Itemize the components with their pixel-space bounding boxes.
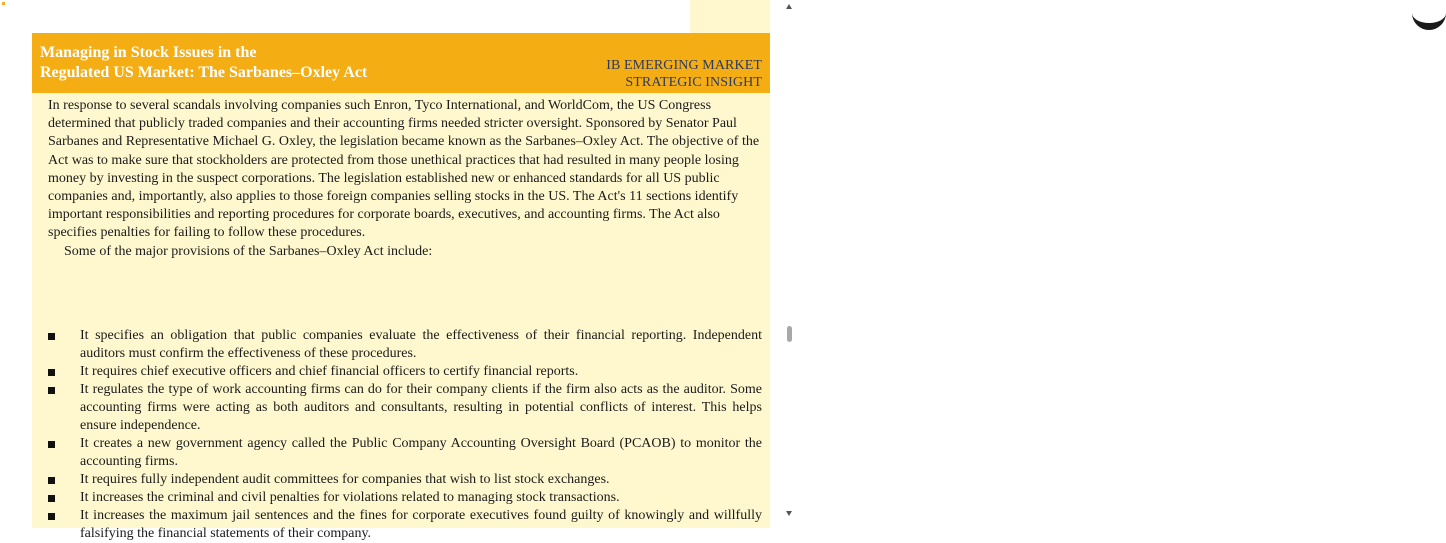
square-bullet-icon — [48, 441, 55, 448]
scrollbar-thumb[interactable] — [787, 326, 792, 342]
provision-text: It specifies an obligation that public companies evaluate the effectiveness of their financial reporting. Independent auditors must confirm the effectiveness of these procedures. — [80, 328, 762, 361]
scroll-down-arrow-icon[interactable] — [786, 511, 792, 516]
feature-category-tag — [606, 57, 762, 91]
provision-text: It increases the maximum jail sentences and the fines for corporate executives found guilty of knowingly and willfully falsifying the financial statements of their company. — [80, 508, 762, 541]
feature-header — [32, 33, 770, 93]
scroll-up-arrow-icon[interactable] — [786, 4, 792, 9]
list-item — [48, 327, 762, 363]
vertical-scrollbar[interactable] — [783, 0, 795, 528]
square-bullet-icon — [48, 495, 55, 502]
square-bullet-icon — [48, 477, 55, 484]
list-item — [48, 489, 762, 507]
corner-marker — [2, 2, 5, 5]
provision-text: It regulates the type of work accounting firms can do for their company clients if the firm also acts as the auditor. Some accounting firms were acting as both auditors and consultants, resulting in potential conflicts of interest. This helps ensure independence. — [80, 382, 762, 433]
square-bullet-icon — [48, 369, 55, 376]
feature-title-line-2: Regulated US Market: The Sarbanes–Oxley Act — [40, 64, 368, 81]
provisions-lead-in: Some of the major provisions of the Sarbanes–Oxley Act include: — [64, 243, 433, 259]
feature-title-line-1: Managing in Stock Issues in the — [40, 44, 257, 61]
list-item — [48, 435, 762, 471]
feature-tag-line-2: STRATEGIC INSIGHT — [625, 75, 762, 90]
square-bullet-icon — [48, 387, 55, 394]
list-item — [48, 381, 762, 435]
provision-text: It requires fully independent audit committees for companies that wish to list stock exchanges. — [80, 472, 610, 487]
insight-feature-box — [32, 33, 770, 541]
feature-title — [40, 43, 520, 83]
provision-text: It creates a new government agency called the Public Company Accounting Oversight Board (PCAOB) to monitor the accounting firms. — [80, 436, 762, 469]
decorative-swirl-icon — [1412, 8, 1446, 30]
list-item — [48, 363, 762, 381]
provision-text: It requires chief executive officers and chief financial officers to certify financial reports. — [80, 364, 579, 379]
list-item — [48, 471, 762, 489]
feature-tag-line-1: IB EMERGING MARKET — [606, 58, 762, 73]
previous-section-tab — [690, 0, 770, 33]
provision-text: It increases the criminal and civil penalties for violations related to managing stock transactions. — [80, 490, 620, 505]
square-bullet-icon — [48, 513, 55, 520]
square-bullet-icon — [48, 333, 55, 340]
provisions-list — [48, 327, 762, 543]
list-item — [48, 507, 762, 543]
feature-body — [48, 97, 762, 541]
intro-paragraph: In response to several scandals involving companies such Enron, Tyco International, and WorldCom, the US Congress determined that publicly traded companies and their accounting firms needed stricter oversight. Sponsored by Senator Paul Sarbanes and Representative Michael G. Oxley, the legislation became known as the Sarbanes–Oxley Act. The objective of the Act was to make sure that stockholders are protected from those unethical practices that had resulted in many people losing money by investing in the suspect corporations. The legislation established new or enhanced standards for all US public companies and, importantly, also applies to those foreign companies selling stocks in the US. The Act's 11 sections identify important responsibilities and reporting procedures for corporate boards, executives, and accounting firms. The Act also specifies penalties for failing to follow these procedures. — [48, 98, 760, 241]
